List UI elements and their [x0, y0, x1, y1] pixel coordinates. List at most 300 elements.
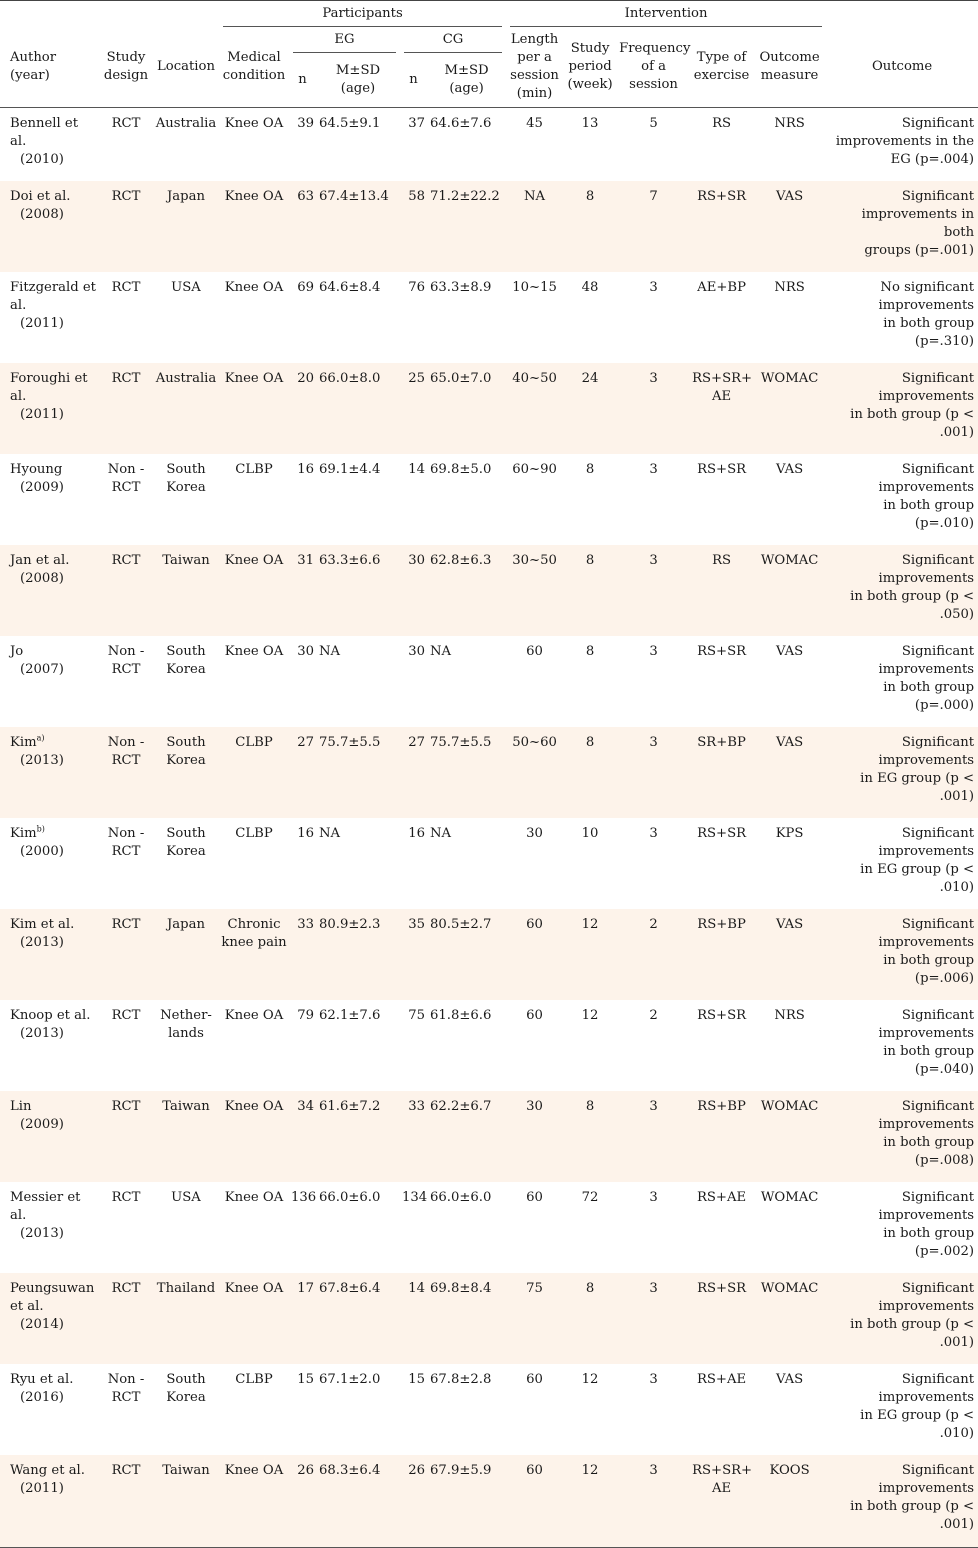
frequency-cell: 3: [617, 1091, 690, 1182]
cg-n-cell: 33: [400, 1091, 427, 1182]
outcome-text: No significant improvements: [878, 280, 975, 313]
study-design-cell: Non -RCT: [99, 727, 153, 818]
author-name: Hyoung: [10, 462, 63, 477]
intervention-header: Intervention: [506, 1, 826, 28]
eg-n-cell: 136: [291, 1190, 317, 1205]
author-footnote-mark: a): [36, 733, 45, 743]
medical-condition-header: Medical condition: [219, 27, 289, 108]
author-year: (2016): [20, 1390, 64, 1405]
author-year: (2000): [20, 844, 64, 859]
study-period-cell: 24: [563, 363, 617, 454]
study-design-header: Study design: [99, 27, 153, 108]
eg-msd-header: M±SD (age): [316, 53, 400, 108]
author-year: (2008): [20, 571, 64, 586]
study-design-cell: RCT: [99, 909, 153, 1000]
author-year: (2011): [20, 1481, 64, 1496]
eg-msd-cell: 62.1±7.6: [319, 1008, 381, 1023]
cg-n-cell: 76: [408, 280, 425, 295]
location-cell: Taiwan: [153, 1091, 219, 1182]
author-year: (2013): [20, 1026, 64, 1041]
author-year: (2010): [20, 152, 64, 167]
location-header: Location: [153, 27, 219, 108]
cg-msd-cell: 67.9±5.9: [427, 1455, 506, 1548]
outcome-measure-cell: VAS: [753, 181, 826, 272]
outcome-measure-cell: NRS: [774, 1008, 805, 1023]
study-design-cell: RCT: [99, 545, 153, 636]
outcome-stat: in both group (p=.310): [883, 316, 975, 349]
table-row: [0, 727, 978, 818]
cg-msd-cell: 67.8±2.8: [430, 1372, 492, 1387]
author-name: Kim$^{b)}$: [10, 824, 45, 841]
outcome-measure-cell: VAS: [775, 1372, 804, 1387]
study-design-cell: RCT: [99, 363, 153, 454]
cg-msd-cell: 62.8±6.3: [427, 545, 506, 636]
study-period-header: Study period (week): [563, 27, 617, 108]
outcome-text: Significant improvements: [878, 371, 975, 404]
study-period-cell: 48: [581, 280, 599, 295]
author-year: (2009): [20, 480, 64, 495]
length-cell: 30: [526, 826, 543, 841]
eg-msd-cell: 66.0±6.0: [319, 1190, 381, 1205]
study-period-cell: 8: [563, 1273, 617, 1364]
cg-msd-cell: NA: [430, 644, 452, 659]
outcome-stat: in both group (p < .001): [850, 1317, 975, 1350]
author-cell: [0, 1000, 99, 1091]
eg-msd-cell: 67.1±2.0: [319, 1372, 381, 1387]
author-cell: [0, 1091, 99, 1182]
author-year: (2013): [20, 1226, 64, 1241]
author-cell: [0, 727, 99, 818]
outcome-stat: EG (p=.004): [890, 152, 975, 167]
outcome-text: Significant improvements in the: [835, 116, 975, 149]
outcome-measure-cell: WOMAC: [753, 363, 826, 454]
type-cell: RS: [690, 545, 753, 636]
cg-msd-cell: 61.8±6.6: [430, 1008, 492, 1023]
table-row: [0, 1000, 978, 1091]
length-cell: 60: [526, 644, 543, 659]
outcome-cell: [826, 636, 978, 727]
condition-cell: CLBP: [235, 462, 273, 477]
eg-n-cell: 39: [297, 116, 314, 131]
table-row: [0, 1455, 978, 1548]
outcome-text: Significant improvements: [878, 917, 975, 950]
author-name: Jo: [10, 644, 24, 659]
type-cell: RS+SR+ AE: [690, 1455, 753, 1548]
condition-cell: Knee OA: [219, 363, 289, 454]
header-spacer: [0, 1, 99, 28]
outcome-measure-header: Outcome measure: [753, 27, 826, 108]
cg-msd-cell: 62.2±6.7: [427, 1091, 506, 1182]
author-cell: [0, 108, 99, 182]
outcome-stat: groups (p=.001): [864, 243, 975, 258]
location-cell: Australia: [155, 116, 217, 131]
eg-msd-cell: 66.0±8.0: [316, 363, 400, 454]
location-cell: South Korea: [166, 826, 206, 859]
author-cell: [0, 1182, 99, 1273]
table-row: [0, 454, 978, 545]
table-row: [0, 1091, 978, 1182]
outcome-stat: in both group (p=.040): [883, 1044, 975, 1077]
study-period-cell: 13: [581, 116, 599, 131]
table-row: [0, 272, 978, 363]
header-spacer: [826, 1, 978, 28]
author-cell: [0, 545, 99, 636]
table-row: [0, 818, 978, 909]
header-spacer: [153, 1, 219, 28]
outcome-text: Significant improvements: [878, 1190, 975, 1223]
study-period-cell: 12: [563, 909, 617, 1000]
author-name: Lin: [10, 1099, 32, 1114]
location-cell: South Korea: [166, 1372, 206, 1405]
outcome-cell: [826, 1364, 978, 1455]
length-cell: 30~50: [506, 545, 563, 636]
location-cell: Australia: [153, 363, 219, 454]
outcome-measure-cell: WOMAC: [760, 1190, 819, 1205]
type-cell: AE+BP: [697, 280, 746, 295]
study-period-cell: 12: [563, 1455, 617, 1548]
length-header: Length per a session (min): [506, 27, 563, 108]
eg-header: EG: [289, 27, 400, 53]
condition-cell: Knee OA: [224, 280, 284, 295]
author-name: Fitzgerald et al.: [10, 280, 96, 313]
author-cell: [0, 1455, 99, 1548]
outcome-stat: in EG group (p < .010): [860, 862, 975, 895]
cg-n-cell: 27: [400, 727, 427, 818]
cg-n-cell: 26: [400, 1455, 427, 1548]
location-cell: Nether- lands: [160, 1008, 212, 1041]
study-design-cell: Non -RCT: [107, 826, 145, 859]
eg-n-cell: 16: [297, 826, 314, 841]
outcome-text: Significant improvements: [878, 462, 975, 495]
condition-cell: CLBP: [235, 1372, 273, 1387]
eg-n-cell: 16: [297, 462, 314, 477]
study-period-cell: 8: [563, 727, 617, 818]
author-year: (2007): [20, 662, 64, 677]
frequency-cell: 3: [649, 1372, 658, 1387]
outcome-stat: in both group (p=.002): [883, 1226, 975, 1259]
author-cell: [0, 181, 99, 272]
eg-n-cell: 26: [289, 1455, 316, 1548]
table-row: [0, 108, 978, 182]
length-cell: 50~60: [506, 727, 563, 818]
condition-cell: CLBP: [219, 727, 289, 818]
location-cell: USA: [171, 280, 201, 295]
outcome-stat: in both group (p=.006): [883, 953, 975, 986]
condition-cell: Knee OA: [224, 116, 284, 131]
author-name: Doi et al.: [10, 189, 71, 204]
study-period-cell: 12: [581, 1008, 599, 1023]
study-period-cell: 8: [585, 462, 595, 477]
outcome-cell: [826, 1182, 978, 1273]
author-cell: [0, 363, 99, 454]
condition-cell: Knee OA: [224, 1190, 284, 1205]
outcome-text: Significant improvements: [878, 644, 975, 677]
condition-cell: Knee OA: [219, 1091, 289, 1182]
eg-n-cell: 15: [297, 1372, 314, 1387]
outcome-measure-cell: NRS: [774, 280, 805, 295]
outcome-measure-cell: VAS: [753, 909, 826, 1000]
author-year: (2014): [20, 1317, 64, 1332]
cg-msd-cell: 69.8±8.4: [427, 1273, 506, 1364]
cg-msd-cell: 71.2±22.2: [427, 181, 506, 272]
type-cell: RS+AE: [696, 1190, 747, 1205]
location-cell: Japan: [153, 909, 219, 1000]
type-cell: RS+SR: [697, 462, 747, 477]
eg-msd-cell: 61.6±7.2: [316, 1091, 400, 1182]
outcome-stat: in both group (p=.008): [883, 1135, 975, 1168]
condition-cell: Knee OA: [219, 181, 289, 272]
eg-n-header: n: [289, 53, 316, 108]
cg-n-header: n: [400, 53, 427, 108]
eg-msd-cell: 63.3±6.6: [316, 545, 400, 636]
outcome-stat: in both group (p < .001): [850, 1499, 975, 1532]
location-cell: Taiwan: [153, 545, 219, 636]
author-name: Bennell et al.: [10, 116, 79, 149]
outcome-text: Significant improvements: [878, 1463, 975, 1496]
outcome-measure-cell: VAS: [775, 462, 804, 477]
outcome-measure-cell: KPS: [775, 826, 804, 841]
study-design-cell: RCT: [99, 181, 153, 272]
cg-n-cell: 16: [408, 826, 425, 841]
outcome-cell: [826, 727, 978, 818]
cg-n-cell: 15: [408, 1372, 425, 1387]
frequency-cell: 7: [617, 181, 690, 272]
outcome-stat: in EG group (p < .001): [860, 771, 975, 804]
cg-msd-cell: NA: [430, 826, 452, 841]
outcome-measure-cell: KOOS: [753, 1455, 826, 1548]
outcome-measure-cell: WOMAC: [753, 1273, 826, 1364]
eg-msd-cell: NA: [319, 826, 341, 841]
eg-n-cell: 17: [289, 1273, 316, 1364]
eg-msd-cell: 64.5±9.1: [319, 116, 381, 131]
frequency-cell: 3: [649, 826, 658, 841]
cg-header: CG: [400, 27, 506, 53]
eg-msd-cell: 68.3±6.4: [316, 1455, 400, 1548]
eg-msd-cell: 75.7±5.5: [316, 727, 400, 818]
author-cell: [0, 636, 99, 727]
table-row: [0, 636, 978, 727]
cg-n-cell: 14: [400, 1273, 427, 1364]
outcome-stat: in both group (p=.000): [883, 680, 975, 713]
author-name: Foroughi et al.: [10, 371, 88, 404]
study-period-cell: 8: [585, 644, 595, 659]
length-cell: 45: [526, 116, 543, 131]
outcome-cell: [826, 1091, 978, 1182]
outcome-stat: in both group (p=.010): [883, 498, 975, 531]
length-cell: 60: [506, 909, 563, 1000]
cg-n-cell: 35: [400, 909, 427, 1000]
type-cell: RS+SR: [690, 1273, 753, 1364]
author-year: (2009): [20, 1117, 64, 1132]
outcome-cell: [826, 181, 978, 272]
type-cell: SR+BP: [690, 727, 753, 818]
author-cell: [0, 454, 99, 545]
outcome-cell: [826, 108, 978, 182]
frequency-cell: 3: [617, 545, 690, 636]
eg-n-cell: 34: [289, 1091, 316, 1182]
location-cell: Japan: [153, 181, 219, 272]
outcome-text: Significant improvements: [878, 1099, 975, 1132]
condition-cell: Knee OA: [219, 545, 289, 636]
author-cell: [0, 909, 99, 1000]
location-cell: Taiwan: [153, 1455, 219, 1548]
frequency-cell: 3: [649, 280, 658, 295]
study-period-cell: 8: [563, 545, 617, 636]
table-row: [0, 1364, 978, 1455]
eg-msd-cell: 80.9±2.3: [316, 909, 400, 1000]
study-design-cell: RCT: [111, 1190, 141, 1205]
condition-cell: CLBP: [235, 826, 273, 841]
eg-n-cell: 20: [289, 363, 316, 454]
cg-msd-cell: 75.7±5.5: [427, 727, 506, 818]
eg-n-cell: 27: [289, 727, 316, 818]
study-design-cell: Non -RCT: [107, 462, 145, 495]
eg-n-cell: 31: [289, 545, 316, 636]
author-year: (2011): [20, 316, 64, 331]
cg-msd-cell: 69.8±5.0: [430, 462, 492, 477]
frequency-cell: 3: [649, 1190, 658, 1205]
length-cell: 40~50: [506, 363, 563, 454]
participants-header: Participants: [219, 1, 506, 28]
length-cell: 60~90: [512, 462, 557, 477]
study-design-cell: Non -RCT: [107, 1372, 145, 1405]
outcome-text: Significant improvements: [878, 735, 975, 768]
eg-n-cell: 69: [297, 280, 314, 295]
outcome-measure-cell: NRS: [774, 116, 805, 131]
author-name: Knoop et al.: [10, 1008, 91, 1023]
location-cell: South Korea: [166, 462, 206, 495]
cg-n-cell: 75: [408, 1008, 425, 1023]
type-cell: RS+SR: [697, 644, 747, 659]
outcome-text: Significant improvements: [878, 1008, 975, 1041]
study-design-cell: RCT: [99, 1455, 153, 1548]
cg-n-cell: 30: [400, 545, 427, 636]
author-cell: [0, 272, 99, 363]
cg-n-cell: 30: [408, 644, 425, 659]
type-cell: RS+AE: [696, 1372, 747, 1387]
condition-cell: Knee OA: [219, 1273, 289, 1364]
table-body: [0, 108, 978, 1548]
study-design-cell: RCT: [111, 116, 141, 131]
outcome-cell: [826, 454, 978, 545]
author-name: Wang et al.: [10, 1463, 85, 1478]
length-cell: 60: [526, 1372, 543, 1387]
length-cell: NA: [506, 181, 563, 272]
table-row: [0, 181, 978, 272]
author-header: Author (year): [0, 27, 99, 108]
study-design-cell: RCT: [111, 280, 141, 295]
length-cell: 75: [506, 1273, 563, 1364]
header-spacer: [99, 1, 153, 28]
author-year: (2011): [20, 407, 64, 422]
author-footnote-mark: b): [36, 824, 45, 834]
author-name: Ryu et al.: [10, 1372, 74, 1387]
table-row: [0, 545, 978, 636]
frequency-cell: 3: [617, 727, 690, 818]
outcome-cell: [826, 272, 978, 363]
cg-n-cell: 58: [400, 181, 427, 272]
location-cell: Thailand: [153, 1273, 219, 1364]
outcome-header: Outcome: [826, 27, 978, 108]
frequency-cell: 3: [617, 1455, 690, 1548]
eg-n-cell: 33: [289, 909, 316, 1000]
study-design-cell: Non -RCT: [107, 644, 145, 677]
author-year: (2008): [20, 207, 64, 222]
eg-msd-cell: NA: [319, 644, 341, 659]
author-name: Kim$^{a)}$: [10, 733, 45, 750]
outcome-cell: [826, 1455, 978, 1548]
eg-msd-cell: 69.1±4.4: [319, 462, 381, 477]
eg-n-cell: 30: [297, 644, 314, 659]
condition-cell: Knee OA: [224, 1008, 284, 1023]
cg-n-cell: 14: [408, 462, 425, 477]
outcome-text: Significant improvements: [878, 826, 975, 859]
outcome-stat: in both group (p < .001): [850, 407, 975, 440]
outcome-text: Significant improvements: [878, 553, 975, 586]
cg-n-cell: 134: [402, 1190, 428, 1205]
length-cell: 60: [526, 1190, 543, 1205]
condition-cell: Knee OA: [219, 1455, 289, 1548]
condition-cell: Knee OA: [224, 644, 284, 659]
outcome-text: Significant improvements: [878, 1372, 975, 1405]
type-cell: RS+SR: [690, 181, 753, 272]
outcome-cell: [826, 545, 978, 636]
outcome-measure-cell: WOMAC: [753, 1091, 826, 1182]
condition-cell: Chronic knee pain: [219, 909, 289, 1000]
length-cell: 30: [506, 1091, 563, 1182]
outcome-text: Significant improvements in both: [861, 189, 975, 240]
type-cell: RS+BP: [690, 1091, 753, 1182]
type-header: Type of exercise: [690, 27, 753, 108]
cg-msd-cell: 80.5±2.7: [427, 909, 506, 1000]
cg-n-cell: 37: [408, 116, 425, 131]
location-cell: South Korea: [153, 727, 219, 818]
outcome-cell: [826, 1000, 978, 1091]
outcome-text: Significant improvements: [878, 1281, 975, 1314]
type-cell: RS: [712, 116, 732, 131]
frequency-cell: 3: [617, 363, 690, 454]
eg-n-cell: 79: [297, 1008, 314, 1023]
study-period-cell: 8: [563, 1091, 617, 1182]
outcome-measure-cell: VAS: [753, 727, 826, 818]
outcome-measure-cell: VAS: [775, 644, 804, 659]
study-period-cell: 12: [581, 1372, 599, 1387]
cg-msd-cell: 65.0±7.0: [427, 363, 506, 454]
location-cell: South Korea: [166, 644, 206, 677]
table-row: [0, 1273, 978, 1364]
author-name: Peungsuwan et al.: [10, 1281, 95, 1314]
outcome-cell: [826, 818, 978, 909]
table-row: [0, 363, 978, 454]
eg-msd-cell: 67.4±13.4: [316, 181, 400, 272]
cg-msd-cell: 64.6±7.6: [430, 116, 492, 131]
table-row: [0, 909, 978, 1000]
type-cell: RS+SR: [697, 826, 747, 841]
eg-n-cell: 63: [289, 181, 316, 272]
author-cell: [0, 1273, 99, 1364]
author-cell: [0, 1364, 99, 1455]
author-name: Messier et al.: [10, 1190, 81, 1223]
frequency-cell: 2: [649, 1008, 658, 1023]
author-year: (2013): [20, 935, 64, 950]
outcome-measure-cell: WOMAC: [753, 545, 826, 636]
type-cell: RS+SR+ AE: [690, 363, 753, 454]
location-cell: USA: [171, 1190, 201, 1205]
frequency-cell: 3: [617, 1273, 690, 1364]
study-period-cell: 8: [563, 181, 617, 272]
frequency-cell: 3: [649, 644, 658, 659]
frequency-cell: 3: [649, 462, 658, 477]
